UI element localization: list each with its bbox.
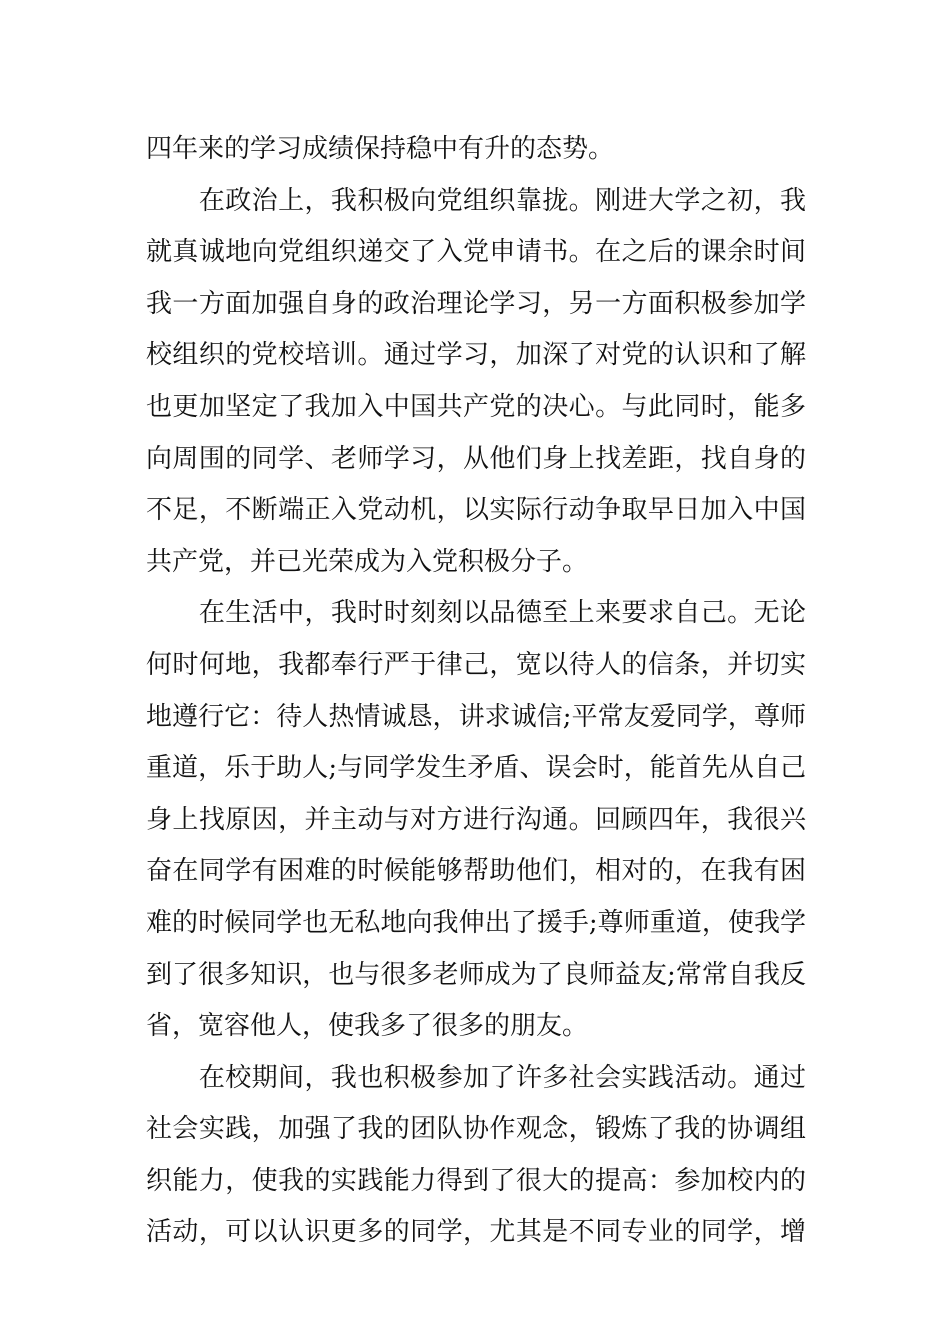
text-line: 到了很多知识，也与很多老师成为了良师益友;常常自我反 [146,959,806,990]
text-line: 社会实践，加强了我的团队协作观念，锻炼了我的协调组 [146,1114,806,1145]
text-line: 四年来的学习成绩保持稳中有升的态势。 [146,134,615,164]
text-line: 就真诚地向党组织递交了入党申请书。在之后的课余时间 [146,237,806,268]
text-line: 校组织的党校培训。通过学习，加深了对党的认识和了解 [146,340,806,371]
text-line: 不足，不断端正入党动机，以实际行动争取早日加入中国 [146,495,806,526]
text-line: 重道，乐于助人;与同学发生矛盾、误会时，能首先从自己 [146,753,806,784]
text-line: 何时何地，我都奉行严于律己，宽以待人的信条，并切实 [146,649,806,680]
text-line: 也更加坚定了我加入中国共产党的决心。与此同时，能多 [146,391,806,422]
text-line: 在校期间，我也积极参加了许多社会实践活动。通过 [146,1062,806,1093]
text-line: 在政治上，我积极向党组织靠拢。刚进大学之初，我 [146,185,806,216]
text-line: 难的时候同学也无私地向我伸出了援手;尊师重道，使我学 [146,907,806,938]
text-line: 在生活中，我时时刻刻以品德至上来要求自己。无论 [146,598,806,629]
text-line: 省，宽容他人，使我多了很多的朋友。 [146,1011,589,1042]
text-line: 我一方面加强自身的政治理论学习，另一方面积极参加学 [146,288,806,319]
body-text [146,124,806,1259]
text-line: 活动，可以认识更多的同学，尤其是不同专业的同学，增 [146,1217,806,1248]
text-line: 共产党，并已光荣成为入党积极分子。 [146,546,589,577]
text-line: 地遵行它：待人热情诚恳，讲求诚信;平常友爱同学，尊师 [146,701,806,732]
text-line: 织能力，使我的实践能力得到了很大的提高：参加校内的 [146,1165,806,1196]
text-line: 奋在同学有困难的时候能够帮助他们，相对的，在我有困 [146,856,806,887]
text-line: 身上找原因，并主动与对方进行沟通。回顾四年，我很兴 [146,804,806,835]
text-line: 向周围的同学、老师学习，从他们身上找差距，找自身的 [146,443,806,474]
